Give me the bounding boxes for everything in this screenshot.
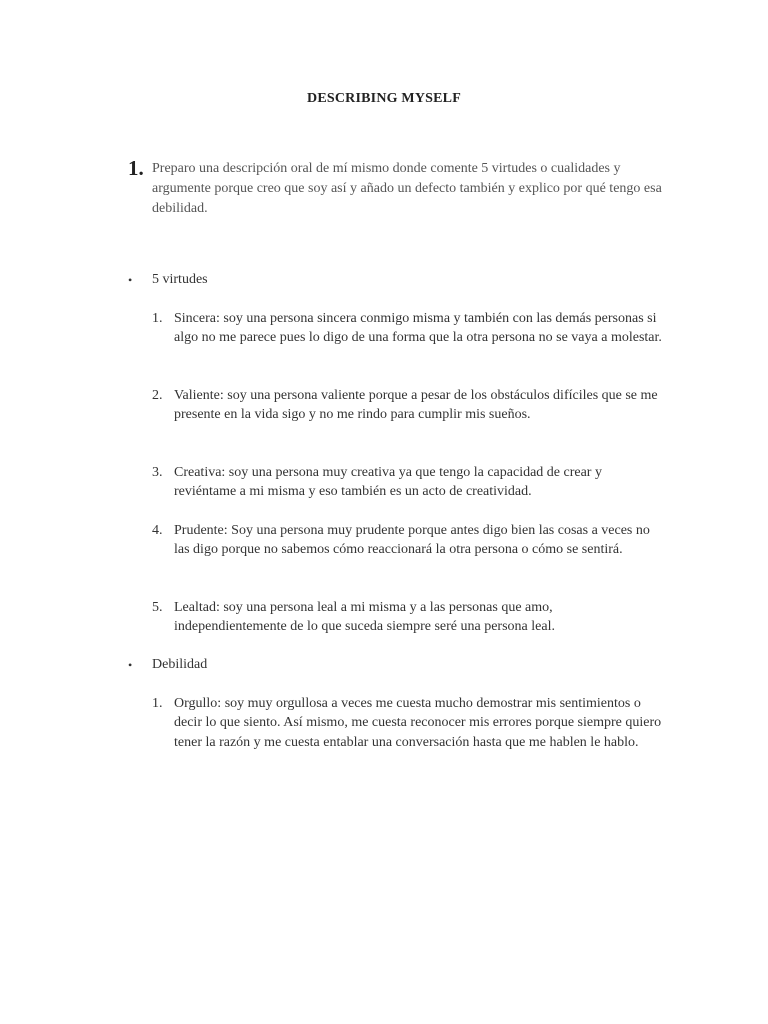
question-text: Preparo una descripción oral de mí mismo donde comente 5 virtudes o cualidades y argumente porque creo que soy así y añado un defecto también y explico por qué tengo esa debilidad. (152, 161, 662, 216)
list-item-text: Valiente: soy una persona valiente porque a pesar de los obstáculos difíciles que se me presente en la vida sigo y no me rindo para cumplir mis sueños. (174, 388, 658, 423)
list-item-number: 1. (152, 311, 163, 326)
bullet-icon: • (128, 273, 133, 287)
list-item-number: 5. (152, 600, 163, 615)
list-item-number: 4. (152, 523, 163, 538)
list-item-text: Sincera: soy una persona sincera conmigo misma y también con las demás personas si algo no me parece pues lo digo de una forma que la otra persona no se vaya a molestar. (174, 311, 662, 346)
question-number: 1. (128, 156, 144, 180)
document-title: DESCRIBING MYSELF (307, 91, 461, 106)
list-item-number: 2. (152, 388, 163, 403)
section-label: Debilidad (152, 657, 208, 672)
list-item-text: Lealtad: soy una persona leal a mi misma y a las personas que amo, independientemente de lo que suceda siempre seré una persona leal. (174, 600, 555, 635)
list-item-number: 1. (152, 696, 163, 711)
list-item-text: Creativa: soy una persona muy creativa ya que tengo la capacidad de crear y reviéntame a mi misma y eso también es un acto de creatividad. (174, 465, 602, 500)
section-label: 5 virtudes (152, 272, 208, 287)
list-item-text: Prudente: Soy una persona muy prudente porque antes digo bien las cosas a veces no las digo porque no sabemos cómo reaccionará la otra persona o cómo se sentirá. (174, 523, 650, 558)
list-item-number: 3. (152, 465, 163, 480)
bullet-icon: • (128, 658, 133, 672)
list-item-text: Orgullo: soy muy orgullosa a veces me cuesta mucho demostrar mis sentimientos o decir lo que siento. Así mismo, me cuesta reconocer mis errores porque siempre quiero tener la razón y me cuesta entablar una conversación hasta que me hablen le hablo. (174, 696, 662, 750)
